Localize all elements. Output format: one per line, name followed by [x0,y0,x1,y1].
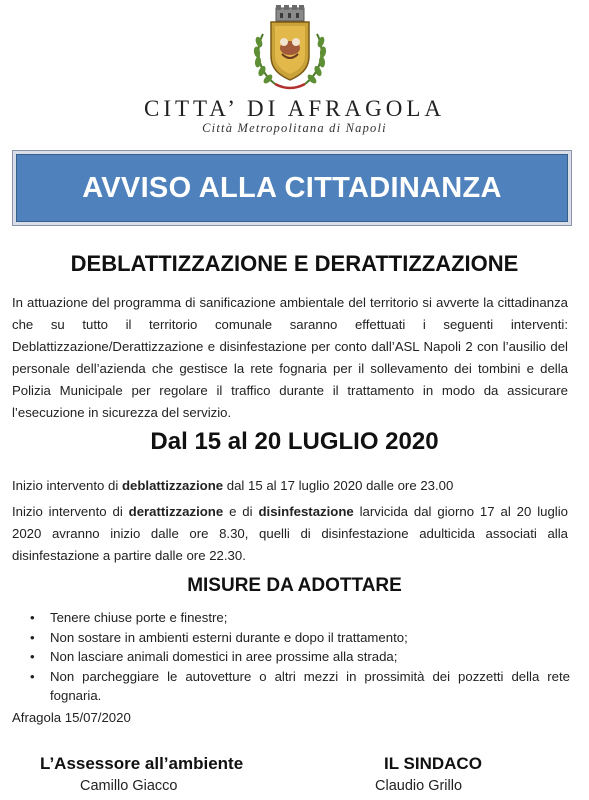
bullet-icon: • [30,610,35,625]
mayor-name: Claudio Grillo [375,778,463,794]
p2-bold-term-1: derattizzazione [128,504,224,519]
intro-paragraph: In attuazione del programma di sanificazione ambientale del territorio si avverte la cittadinanza che su tutto il territorio comunale saranno effettuati i seguenti interventi: Deblattizzazione/Derattizzazione e disinfestazione per conto dall’ASL Napoli 2 con l’ausilio del personale dell’azienda che gestisce la rete fognaria per il sollevamento dei tombini e della Polizia Municipale per regolare il traffico durante il trattamento in modo da assicurare l’esecuzione in sicurezza del servizio. [12,295,568,420]
notice-banner [16,154,568,222]
bullet-icon: • [30,668,35,684]
date-range-heading: Dal 15 al 20 LUGLIO 2020 [150,428,439,455]
mayor-title: IL SINDACO [384,754,482,773]
derattization-paragraph [12,501,568,567]
list-item [30,608,570,628]
bullet-icon: • [30,649,35,664]
measure-text: Non lasciare animali domestici in aree prossime alla strada; [50,649,398,664]
deblattization-paragraph [12,475,572,497]
p1-bold-term: deblattizzazione [121,478,224,493]
list-item [30,628,570,648]
measure-text: Tenere chiuse porte e finestre; [50,610,228,625]
measures-title: MISURE DA ADOTTARE [187,575,402,596]
city-subtitle: Città Metropolitana di Napoli [202,121,387,135]
banner-title: AVVISO ALLA CITTADINANZA [82,171,502,204]
measures-list [30,608,570,706]
bullet-icon: • [30,629,35,645]
p2-text-after: larvicida dal giorno 17 al 20 luglio 2020 avranno inizio dalle ore 8.30, quelli di disinfestazione adulticida associati alla disinfestazione a partire dalle ore 22.30. [12,504,569,563]
list-item [30,647,570,667]
list-item [30,667,570,706]
p2-bold-term-2: disinfestazione [258,504,354,519]
p2-text-middle: e di [223,504,259,519]
city-title: CITTA’ DI AFRAGOLA [143,96,445,121]
councillor-name: Camillo Giacco [80,778,178,794]
notice-subject: DEBLATTIZZAZIONE E DERATTIZZAZIONE [70,251,519,276]
place-date: Afragola 15/07/2020 [12,710,131,725]
p1-text-before: Inizio intervento di [12,478,122,493]
p2-text-before: Inizio intervento di [12,504,129,519]
measure-text: Non parcheggiare le autovetture o altri mezzi in prossimità dei pozzetti della rete fognaria. [50,668,570,703]
p1-text-after: dal 15 al 17 luglio 2020 dalle ore 23.00 [223,478,454,493]
councillor-title: L’Assessore all’ambiente [40,754,244,773]
city-coat-of-arms-icon [249,4,331,96]
measure-text: Non sostare in ambienti esterni durante e dopo il trattamento; [50,629,408,645]
